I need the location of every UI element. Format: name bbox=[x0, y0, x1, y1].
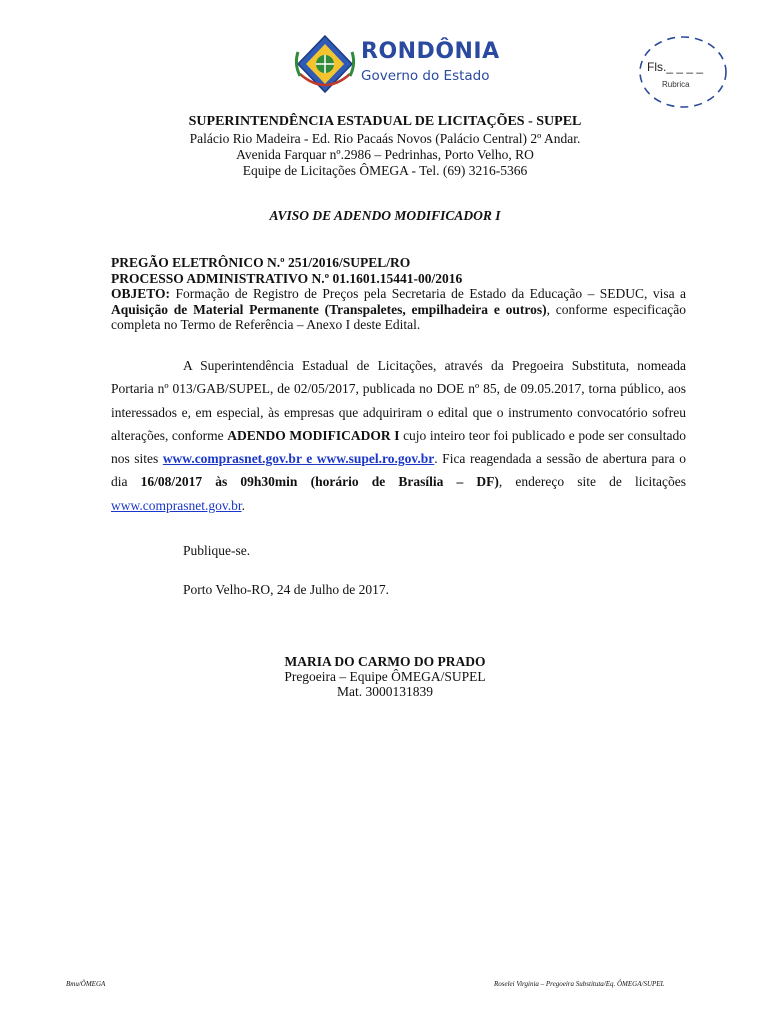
objeto-text-2: , conforme especificação completa no Termo de Referência – Anexo I deste Edital. bbox=[111, 301, 686, 332]
objeto-text-1: Formação de Registro de Preços pela Secretaria de Estado da Educação – SEDUC, visa a bbox=[170, 286, 686, 301]
body-text-1: A Superintendência Estadual de Licitações, através da Pregoeira Substituta, nomeada Portaria nº 013/GAB/SUPEL, de 02/05/2017, publicada no DOE nº 85, de 09.05.2017, torna público, aos interessados e, em especial, às empresas que adquiriram o edital que o instrumento convocatório sofreu alterações, conforme bbox=[111, 358, 686, 443]
rondonia-logo bbox=[292, 34, 502, 96]
address-line-1: Palácio Rio Madeira - Ed. Rio Pacaás Novos (Palácio Central) 2º Andar. bbox=[189, 131, 581, 146]
footer-left: Bmu/ÔMEGA bbox=[66, 980, 106, 988]
place-date: Porto Velho-RO, 24 de Julho de 2017. bbox=[183, 582, 389, 597]
objeto-paragraph bbox=[111, 286, 686, 333]
signatory-role: Pregoeira – Equipe ÔMEGA/SUPEL bbox=[284, 669, 486, 684]
coat-of-arms-icon bbox=[292, 34, 358, 96]
address-line-2: Avenida Farquar nº.2986 – Pedrinhas, Porto Velho, RO bbox=[236, 147, 534, 162]
document-title: AVISO DE ADENDO MODIFICADOR I bbox=[269, 208, 501, 223]
comprasnet-link[interactable]: www.comprasnet.gov.br bbox=[162, 451, 302, 467]
comprasnet-link-2[interactable]: www.comprasnet.gov.br bbox=[111, 497, 242, 513]
supel-link[interactable]: www.supel.ro.gov.br bbox=[316, 451, 435, 467]
logo-title: RONDÔNIA bbox=[361, 39, 500, 64]
logo-subtitle: Governo do Estado bbox=[361, 68, 490, 84]
link-separator: e bbox=[301, 451, 317, 467]
pregao-number: PREGÃO ELETRÔNICO N.º 251/2016/SUPEL/RO bbox=[111, 255, 411, 270]
footer-right: Roselei Virginia – Pregoeira Substituta/Eq. ÔMEGA/SUPEL bbox=[494, 980, 665, 988]
stamp-fls: Fls._ _ _ _ bbox=[647, 60, 704, 74]
body-text-2: cujo inteiro teor foi publicado e pode ser consultado nos sites bbox=[111, 427, 687, 467]
address-line-3: Equipe de Licitações ÔMEGA - Tel. (69) 3216-5366 bbox=[242, 163, 528, 178]
objeto-label: OBJETO: bbox=[111, 286, 171, 301]
body-text-5: . bbox=[241, 497, 245, 513]
processo-number: PROCESSO ADMINISTRATIVO N.º 01.1601.15441-00/2016 bbox=[111, 271, 463, 286]
body-text-4: , endereço site de licitações bbox=[498, 474, 686, 490]
body-bold-1: ADENDO MODIFICADOR I bbox=[227, 427, 400, 443]
publique-se: Publique-se. bbox=[183, 543, 251, 558]
page-stamp bbox=[637, 34, 729, 110]
signatory-name: MARIA DO CARMO DO PRADO bbox=[284, 654, 486, 669]
stamp-rubrica: Rubrica bbox=[662, 80, 690, 89]
body-text-3: . Fica reagendada a sessão de abertura para o dia bbox=[111, 451, 686, 490]
body-bold-2: 16/08/2017 às 09h30min (horário de Brasília – DF) bbox=[140, 474, 499, 490]
objeto-bold: Aquisição de Material Permanente (Transpaletes, empilhadeira e outros) bbox=[111, 301, 547, 317]
body-paragraph bbox=[111, 354, 686, 517]
signatory-mat: Mat. 3000131839 bbox=[337, 684, 433, 699]
org-title: SUPERINTENDÊNCIA ESTADUAL DE LICITAÇÕES - SUPEL bbox=[188, 114, 582, 129]
